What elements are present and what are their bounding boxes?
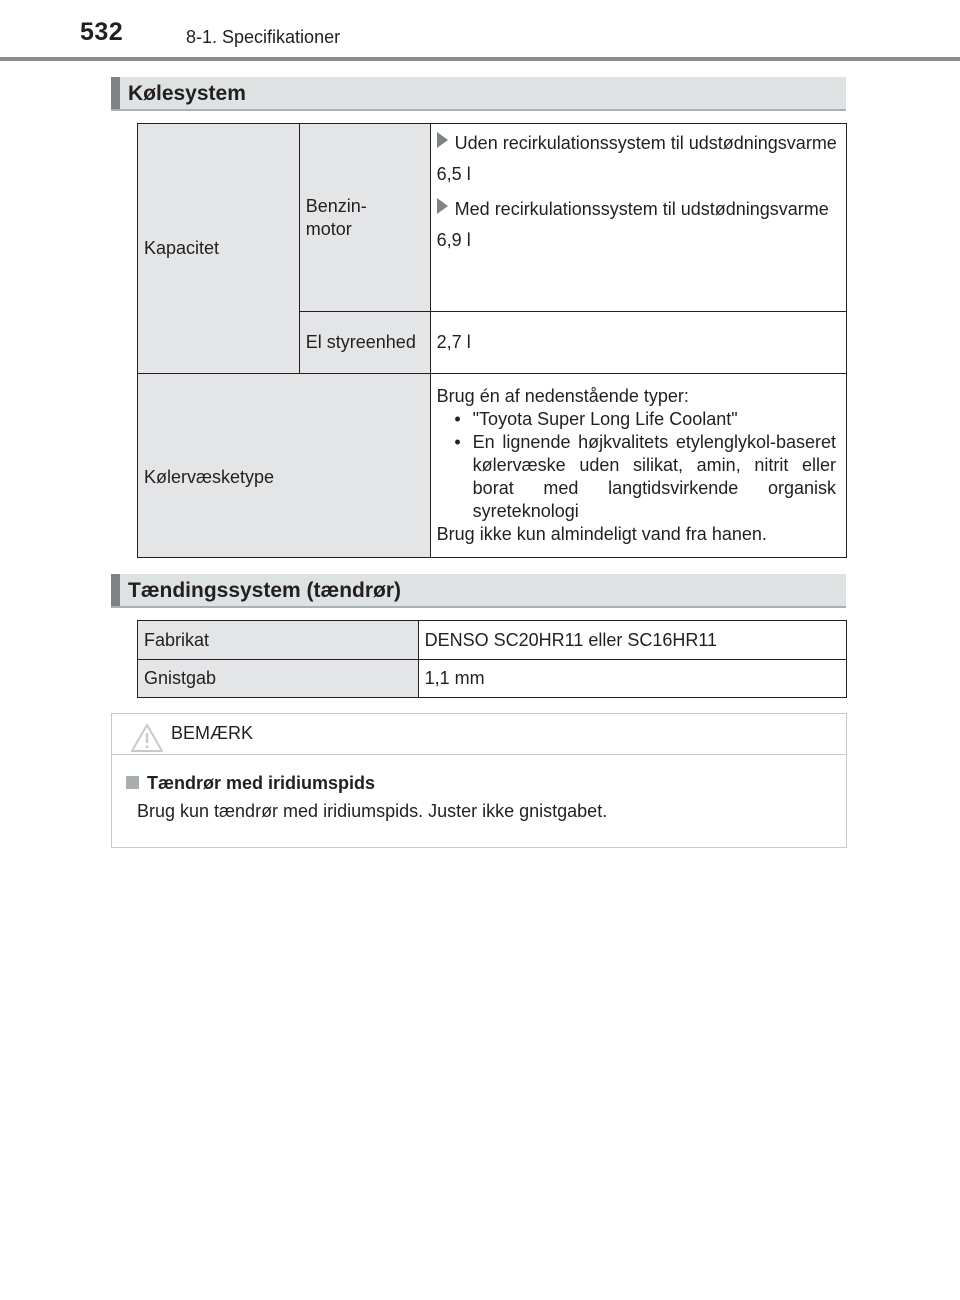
gasoline-engine-label: Benzin- motor xyxy=(299,124,430,312)
section-title: Tændingssystem (tændrør) xyxy=(128,579,402,602)
option-value: 6,9 l xyxy=(436,230,471,250)
table-row xyxy=(138,660,847,698)
warning-triangle-icon xyxy=(130,723,164,753)
capacity-label: Kapacitet xyxy=(138,124,300,374)
electric-unit-value: 2,7 l xyxy=(430,312,846,374)
section-header-ignition xyxy=(111,574,846,608)
table-row xyxy=(138,374,847,558)
chapter-title: 8-1. Specifikationer xyxy=(186,27,341,47)
note-header xyxy=(112,714,846,755)
list-item: • En lignende højkvalitets etylenglykol-baseret kølervæske uden silikat, amin, nitrit eller borat med langtidsvirkende organisk syreteknologi xyxy=(454,432,836,521)
coolant-type-cell xyxy=(430,374,846,558)
note-item-text: Brug kun tændrør med iridiumspids. Juster ikke gnistgabet. xyxy=(137,801,608,821)
note-item-title: Tændrør med iridiumspids xyxy=(126,773,375,794)
list-item: • "Toyota Super Long Life Coolant" xyxy=(454,409,738,429)
triangle-right-icon xyxy=(437,132,448,148)
page-number: 532 xyxy=(80,18,124,46)
spark-gap-label: Gnistgab xyxy=(138,660,419,698)
coolant-outro: Brug ikke kun almindeligt vand fra hanen. xyxy=(436,524,767,544)
table-row xyxy=(138,621,847,660)
option-caption: Med recirkulationssystem til udstødningsvarme xyxy=(454,199,829,219)
header-divider xyxy=(0,57,960,61)
section-header-cooling xyxy=(111,77,846,111)
spark-gap-value: 1,1 mm xyxy=(418,660,846,698)
cooling-table xyxy=(137,123,847,558)
make-label: Fabrikat xyxy=(138,621,419,660)
section-title: Kølesystem xyxy=(128,82,246,105)
square-bullet-icon xyxy=(126,776,139,789)
option-caption: Uden recirkulationssystem til udstødningsvarme xyxy=(454,133,837,153)
note-label: BEMÆRK xyxy=(171,723,254,743)
coolant-intro: Brug én af nedenstående typer: xyxy=(436,386,689,406)
coolant-type-label: Kølervæsketype xyxy=(138,374,431,558)
table-row xyxy=(138,124,847,312)
gasoline-capacity-cell xyxy=(430,124,846,312)
triangle-right-icon xyxy=(437,198,448,214)
note-box xyxy=(111,713,847,848)
electric-unit-label: El styreenhed xyxy=(299,312,430,374)
option-value: 6,5 l xyxy=(436,164,471,184)
ignition-table xyxy=(137,620,847,698)
make-value: DENSO SC20HR11 eller SC16HR11 xyxy=(418,621,846,660)
